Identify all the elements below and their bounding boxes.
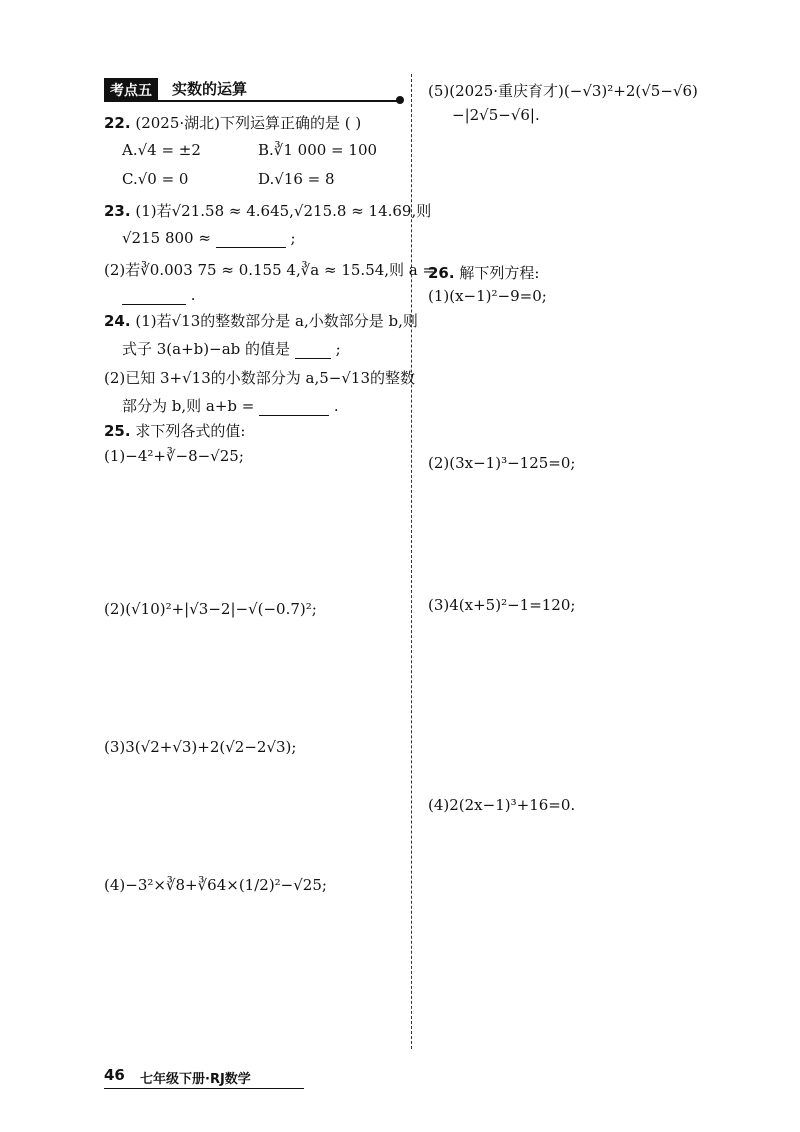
punctuation: .	[333, 397, 339, 415]
question-26	[428, 262, 539, 283]
book-title: 七年级下册·RJ数学	[140, 1072, 251, 1087]
question-number: 25.	[104, 422, 131, 440]
section-rule-dot	[396, 96, 404, 104]
option-a: A.√4 = ±2	[122, 141, 201, 159]
question-stem: 求下列各式的值:	[135, 422, 246, 440]
question-22	[104, 112, 361, 133]
section-badge: 考点五	[104, 78, 158, 102]
question-26-eq-3: (3)4(x+5)²−1=120;	[428, 596, 576, 614]
question-24-part-2-line-2	[122, 395, 339, 416]
footer-rule	[104, 1088, 304, 1089]
question-text: 部分为 b,则 a+b =	[122, 397, 255, 415]
question-part-1: (1)若√21.58 ≈ 4.645,√215.8 ≈ 14.69,则	[135, 202, 432, 220]
punctuation: ;	[335, 340, 341, 358]
answer-blank[interactable]	[295, 340, 331, 359]
answer-blank[interactable]	[259, 397, 329, 416]
page-number: 46	[104, 1066, 125, 1084]
punctuation: .	[190, 286, 196, 304]
question-number: 23.	[104, 202, 131, 220]
question-25-expr-4: (4)−3²×∛8+∛64×(1/2)²−√25;	[104, 876, 327, 894]
question-number: 24.	[104, 312, 131, 330]
answer-blank[interactable]	[216, 229, 286, 248]
question-25-expr-1: (1)−4²+∛−8−√25;	[104, 447, 244, 465]
question-26-eq-2: (2)(3x−1)³−125=0;	[428, 454, 576, 472]
question-text: 式子 3(a+b)−ab 的值是	[122, 340, 291, 358]
question-26-eq-1: (1)(x−1)²−9=0;	[428, 287, 547, 305]
question-24-part-2: (2)已知 3+√13的小数部分为 a,5−√13的整数	[104, 369, 416, 387]
question-25	[104, 420, 245, 441]
question-text: √215 800 ≈	[122, 229, 211, 247]
option-d: D.√16 = 8	[258, 170, 335, 188]
punctuation: ;	[290, 229, 296, 247]
question-number: 22.	[104, 114, 131, 132]
question-25-expr-5-line-2: −|2√5−√6|.	[452, 106, 540, 124]
answer-blank[interactable]	[122, 286, 186, 305]
question-24-part-1-line-2	[122, 338, 341, 359]
question-23-part-1-line-2	[122, 229, 296, 248]
question-number: 26.	[428, 264, 455, 282]
question-part-1: (1)若√13的整数部分是 a,小数部分是 b,则	[135, 312, 418, 330]
question-25-expr-3: (3)3(√2+√3)+2(√2−2√3);	[104, 738, 297, 756]
question-23-part-2: (2)若∛0.003 75 ≈ 0.155 4,∛a ≈ 15.54,则 a =	[104, 261, 436, 279]
question-26-eq-4: (4)2(2x−1)³+16=0.	[428, 796, 576, 814]
question-stem: 解下列方程:	[459, 264, 540, 282]
option-b: B.∛1 000 = 100	[258, 141, 378, 159]
question-23-part-2-line-2	[122, 286, 196, 305]
question-stem: (2025·湖北)下列运算正确的是 ( )	[135, 114, 362, 132]
question-25-expr-5: (5)(2025·重庆育才)(−√3)²+2(√5−√6)	[428, 82, 698, 100]
section-title: 实数的运算	[172, 80, 248, 98]
question-23	[104, 200, 431, 221]
option-c: C.√0 = 0	[122, 170, 189, 188]
question-24	[104, 310, 418, 331]
question-25-expr-2: (2)(√10)²+|√3−2|−√(−0.7)²;	[104, 600, 317, 618]
section-rule	[104, 100, 402, 102]
